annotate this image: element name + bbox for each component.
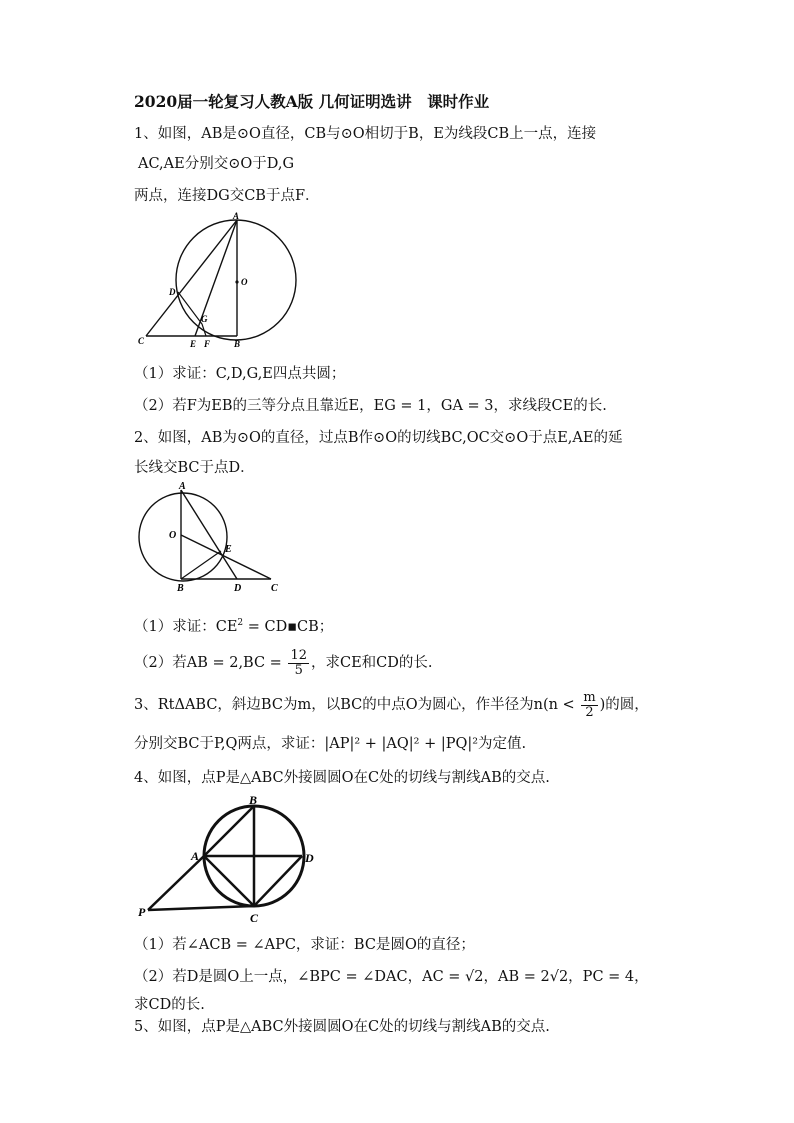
q2-label-a: A — [179, 481, 186, 492]
q3-line1-prefix: 3、RtΔABC，斜边BC为m，以BC的中点O为圆心，作半径为n(n < — [134, 697, 580, 713]
q2-label-b: B — [177, 583, 184, 594]
q4-label-b: B — [249, 793, 258, 807]
q4-line-pc — [148, 906, 254, 910]
q2-label-e: E — [225, 544, 232, 555]
q1-label-g: G — [201, 314, 208, 324]
q4-label-p: P — [138, 905, 146, 919]
q1-circle — [176, 220, 296, 340]
q2-frac-numerator: 12 — [290, 647, 307, 663]
q1-line-ac — [146, 220, 237, 336]
q1-label-d: D — [169, 287, 176, 297]
q3-line1-suffix: )的圆， — [599, 697, 649, 713]
q4-label-a: A — [191, 849, 200, 863]
q2-line1: 2、如图，AB为⊙O的直径，过点B作⊙O的切线BC,OC交⊙O于点E,AE的延 — [134, 430, 623, 446]
q3-frac-numerator: m — [583, 689, 596, 705]
q2-figure — [135, 478, 305, 602]
q1-line1: 1、如图，AB是⊙O直径，CB与⊙O相切于B，E为线段CB上一点，连接 — [134, 126, 597, 142]
q2-line2: 长线交BC于点D． — [134, 460, 255, 476]
q2-label-o: O — [169, 530, 177, 541]
q1-label-f: F — [204, 339, 211, 349]
q4-part1: （1）若∠ACB = ∠APC，求证：BC是圆O的直径； — [134, 937, 475, 953]
q1-center-dot — [235, 280, 238, 283]
q4-label-d: D — [305, 851, 314, 865]
q1-figure — [136, 212, 306, 356]
q1-label-a: A — [233, 212, 240, 221]
q4-figure — [134, 792, 334, 934]
q2-label-d: D — [234, 583, 242, 594]
q2-circle — [139, 493, 227, 581]
q2-part1-prefix: （1）求证：CE — [134, 618, 238, 635]
q4-part2b: 求CD的长. — [134, 997, 205, 1013]
q1-part2: （2）若F为EB的三等分点且靠近E，EG = 1，GA = 3，求线段CE的长. — [134, 398, 607, 414]
q3-frac-denominator: 2 — [585, 704, 594, 720]
q1-line3: 两点，连接DG交CB于点F． — [134, 188, 320, 204]
q2-part1-suffix: = CD▪CB； — [243, 618, 334, 635]
q1-part1: （1）求证：C,D,G,E四点共圆； — [134, 366, 346, 382]
q5-line1: 5、如图，点P是△ABC外接圆圆O在C处的切线与割线AB的交点. — [134, 1019, 550, 1035]
q1-label-b: B — [234, 339, 241, 349]
q1-line2: AC,AE分别交⊙O于D,G — [138, 156, 295, 172]
q3-fraction — [581, 691, 597, 720]
q3-line2: 分别交BC于P,Q两点，求证：|AP|² + |AQ|² + |PQ|²为定值. — [134, 736, 527, 752]
q4-line-pa — [148, 856, 204, 910]
q2-label-c: C — [271, 583, 278, 594]
q4-label-c: C — [250, 911, 259, 925]
q1-label-o: O — [241, 277, 248, 287]
q2-part2-suffix: ，求CE和CD的长. — [311, 655, 433, 671]
q2-part2-prefix: （2）若AB = 2,BC = — [134, 655, 287, 671]
q4-part2: （2）若D是圆O上一点，∠BPC = ∠DAC，AC = √2，AB = 2√2，PC = 4， — [134, 969, 649, 985]
q1-label-c: C — [138, 336, 145, 346]
q2-part1 — [134, 613, 333, 637]
q2-line-ad — [181, 490, 237, 579]
q2-frac-denominator: 5 — [294, 662, 303, 678]
q2-part2 — [134, 646, 433, 680]
q3-line1 — [134, 688, 649, 722]
q2-line-be — [181, 551, 221, 579]
q2-part1-exponent: 2 — [237, 618, 244, 628]
page-title: 2020届一轮复习人教A版 几何证明选讲 课时作业 — [134, 92, 490, 111]
q2-line-oc — [181, 535, 271, 579]
q1-label-e: E — [190, 339, 197, 349]
q4-line1: 4、如图，点P是△ABC外接圆圆O在C处的切线与割线AB的交点. — [134, 770, 550, 786]
q2-part2-fraction — [288, 649, 309, 678]
